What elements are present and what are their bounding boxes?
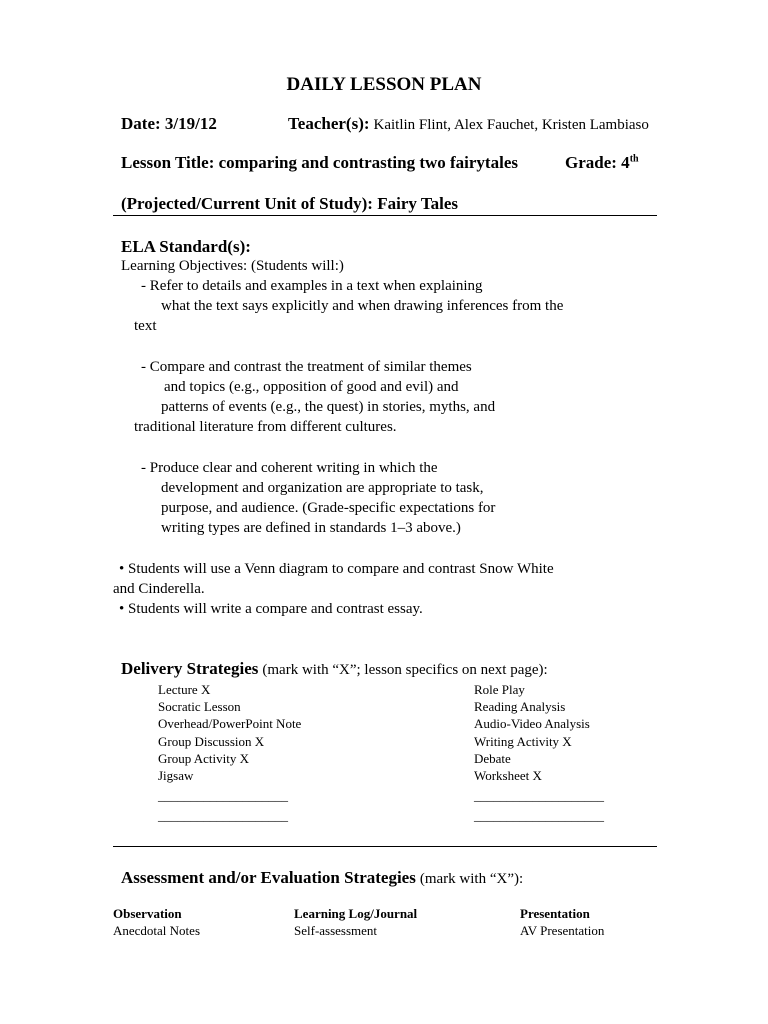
assessment-option: AV Presentation (520, 923, 605, 938)
delivery-option: Debate (474, 751, 511, 766)
delivery-option: Overhead/PowerPoint Note (158, 716, 302, 731)
assessment-column-header: Learning Log/Journal (294, 906, 418, 921)
assessment-option: Self-assessment (294, 923, 378, 938)
delivery-option: Writing Activity X (474, 734, 572, 749)
delivery-option: Role Play (474, 682, 525, 697)
delivery-strategies-note: (mark with “X”; lesson specifics on next page): (262, 662, 548, 678)
lesson-date: Date: 3/19/12 (121, 114, 217, 133)
delivery-option: Lecture X (158, 682, 211, 697)
grade-suffix: th (629, 153, 639, 165)
lesson-title: Lesson Title: comparing and contrasting two fairytales (121, 153, 518, 172)
objective-line: text (134, 318, 157, 334)
objective-line: traditional literature from different cultures. (134, 419, 397, 435)
assessment-column-header: Presentation (520, 906, 590, 921)
delivery-strategies-heading: Delivery Strategies (121, 659, 259, 678)
outcome-line: • Students will use a Venn diagram to compare and contrast Snow White (119, 561, 554, 577)
assessment-option: Anecdotal Notes (113, 923, 201, 938)
objective-line: what the text says explicitly and when drawing inferences from the (161, 298, 564, 314)
objective-line: writing types are defined in standards 1–3 above.) (161, 520, 461, 536)
grade (565, 153, 639, 173)
objective-line: - Refer to details and examples in a text when explaining (141, 278, 483, 294)
outcome-line: and Cinderella. (113, 581, 205, 597)
teacher-names: Kaitlin Flint, Alex Fauchet, Kristen Lambiaso (373, 117, 649, 133)
grade-label: Grade: 4 (565, 153, 630, 172)
delivery-option: Worksheet X (474, 768, 542, 783)
objective-line: and topics (e.g., opposition of good and evil) and (164, 379, 459, 395)
objective-line: development and organization are appropriate to task, (161, 480, 484, 496)
objective-line: - Produce clear and coherent writing in which the (141, 460, 438, 476)
delivery-strategies-heading-line (121, 659, 548, 679)
objective-line: - Compare and contrast the treatment of similar themes (141, 359, 472, 375)
delivery-option: ____________________ (474, 788, 604, 803)
delivery-option: Reading Analysis (474, 699, 566, 714)
divider (113, 846, 657, 847)
assessment-column-header: Observation (113, 906, 182, 921)
delivery-option: Jigsaw (158, 768, 194, 783)
delivery-option: Audio-Video Analysis (474, 716, 590, 731)
delivery-option: ____________________ (474, 808, 604, 823)
delivery-option: ____________________ (158, 808, 288, 823)
objective-line: purpose, and audience. (Grade-specific expectations for (161, 500, 496, 516)
assessment-heading-line (121, 868, 523, 888)
teacher-line (288, 114, 649, 134)
outcome-line: • Students will write a compare and contrast essay. (119, 601, 423, 617)
assessment-heading: Assessment and/or Evaluation Strategies (121, 868, 416, 887)
page-title: DAILY LESSON PLAN (286, 74, 482, 95)
delivery-option: ____________________ (158, 788, 288, 803)
objective-line: patterns of events (e.g., the quest) in stories, myths, and (161, 399, 496, 415)
ela-standards-heading: ELA Standard(s): (121, 237, 251, 256)
teacher-label: Teacher(s): (288, 114, 370, 133)
delivery-option: Group Activity X (158, 751, 249, 766)
delivery-option: Socratic Lesson (158, 699, 241, 714)
assessment-note: (mark with “X”): (419, 871, 524, 887)
delivery-option: Group Discussion X (158, 734, 265, 749)
unit-of-study: (Projected/Current Unit of Study): Fairy Tales (121, 194, 458, 213)
learning-objectives-heading: Learning Objectives: (Students will:) (121, 258, 344, 274)
divider (113, 215, 657, 216)
